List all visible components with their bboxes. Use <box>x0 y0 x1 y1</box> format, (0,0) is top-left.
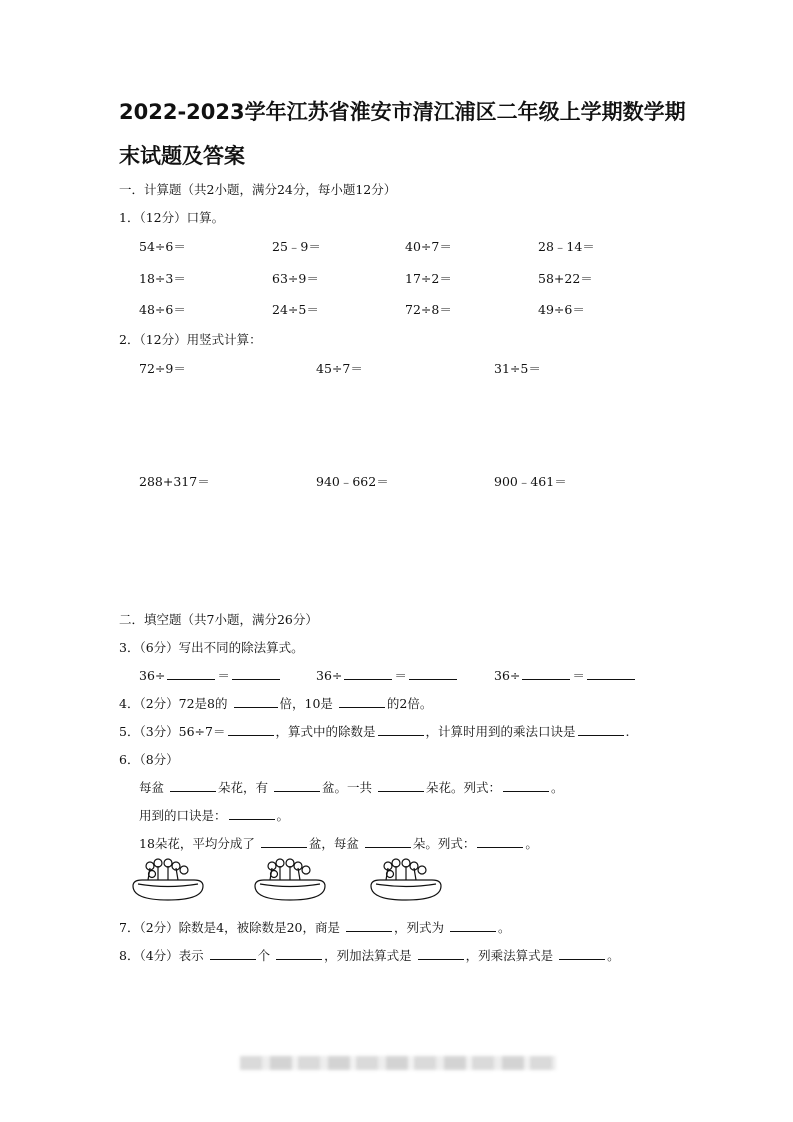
q6-label: 6．（8分） <box>119 752 179 767</box>
answer-blank[interactable] <box>450 919 496 932</box>
flower-pot-icon <box>128 856 208 904</box>
answer-blank[interactable] <box>234 695 278 708</box>
q8-text: 个 <box>257 948 271 963</box>
q6-text: 用到的口诀是： <box>139 808 227 823</box>
answer-blank[interactable] <box>339 695 385 708</box>
q3-expression-1 <box>139 666 282 684</box>
answer-blank[interactable] <box>344 667 392 680</box>
q6-line2 <box>139 806 289 824</box>
q1-item: 24÷5＝ <box>272 302 319 317</box>
q3-eq: ＝ <box>572 668 585 683</box>
q3-eq: ＝ <box>217 668 230 683</box>
q2-item: 72÷9＝ <box>139 361 186 376</box>
q6-line1 <box>139 778 564 796</box>
q7-text: 。 <box>498 920 511 935</box>
q1-item: 18÷3＝ <box>139 271 186 286</box>
q5 <box>119 722 630 740</box>
q5-text: 5．（3分）56÷7＝ <box>119 724 226 739</box>
q1-item: 28﹣14＝ <box>538 239 595 254</box>
answer-blank[interactable] <box>378 723 424 736</box>
answer-blank[interactable] <box>378 779 424 792</box>
q3-prefix: 36÷ <box>139 668 166 683</box>
answer-blank[interactable] <box>170 779 216 792</box>
answer-blank[interactable] <box>346 919 392 932</box>
answer-blank[interactable] <box>587 667 635 680</box>
q4-text: 4．（2分）72是8的 <box>119 696 228 711</box>
answer-blank[interactable] <box>522 667 570 680</box>
q8-text: ，列乘法算式是 <box>465 948 554 963</box>
q5-text: . <box>625 724 630 739</box>
q8-text: ，列加法算式是 <box>324 948 412 963</box>
q2-label: 2．（12分）用竖式计算： <box>119 332 262 347</box>
answer-blank[interactable] <box>274 779 320 792</box>
q1-item: 17÷2＝ <box>405 271 452 286</box>
page-title-line1: 2022-2023学年江苏省淮安市清江浦区二年级上学期数学期 <box>119 100 686 124</box>
answer-blank[interactable] <box>232 667 280 680</box>
q3-prefix: 36÷ <box>494 668 521 683</box>
answer-blank[interactable] <box>167 667 215 680</box>
q7-text: ，列式为 <box>394 920 445 935</box>
answer-blank[interactable] <box>210 947 256 960</box>
q4-text: 的2倍。 <box>386 696 433 711</box>
q8-text: 。 <box>607 948 620 963</box>
section2-heading: 二．填空题（共7小题，满分26分） <box>119 612 318 627</box>
page-title-line2: 末试题及答案 <box>119 144 245 168</box>
answer-blank[interactable] <box>365 835 411 848</box>
q1-item: 49÷6＝ <box>538 302 585 317</box>
q2-item: 900﹣461＝ <box>494 474 567 489</box>
q6-text: 盆。一共 <box>322 780 373 795</box>
q3-expression-3 <box>494 666 637 684</box>
q7-text: 7．（2分）除数是4，被除数是20，商是 <box>119 920 341 935</box>
q2-item: 45÷7＝ <box>316 361 363 376</box>
q6-text: 。 <box>276 808 290 823</box>
q1-label: 1．（12分）口算。 <box>119 210 225 225</box>
q5-text: ，算式中的除数是 <box>275 724 376 739</box>
answer-blank[interactable] <box>276 947 322 960</box>
answer-blank[interactable] <box>578 723 624 736</box>
answer-blank[interactable] <box>229 807 275 820</box>
q6-line3 <box>139 834 538 852</box>
q6-text: 每盆 <box>139 780 165 795</box>
q1-item: 58+22＝ <box>538 271 593 286</box>
answer-blank[interactable] <box>559 947 605 960</box>
q1-item: 63÷9＝ <box>272 271 319 286</box>
q6-text: 。 <box>551 780 564 795</box>
q1-item: 54÷6＝ <box>139 239 186 254</box>
answer-blank[interactable] <box>228 723 274 736</box>
answer-blank[interactable] <box>409 667 457 680</box>
q1-item: 48÷6＝ <box>139 302 186 317</box>
q1-item: 72÷8＝ <box>405 302 452 317</box>
flower-pot-icon <box>366 856 446 904</box>
answer-blank[interactable] <box>418 947 464 960</box>
q2-item: 31÷5＝ <box>494 361 541 376</box>
q6-text: 朵花，有 <box>218 780 269 795</box>
q2-item: 940﹣662＝ <box>316 474 389 489</box>
q4-text: 倍，10是 <box>279 696 333 711</box>
blurred-footer-watermark <box>240 1056 556 1070</box>
q1-item: 25﹣9＝ <box>272 239 321 254</box>
q7 <box>119 918 511 936</box>
answer-blank[interactable] <box>261 835 307 848</box>
q8-text: 8．（4分）表示 <box>119 948 204 963</box>
q6-text: 朵。列式： <box>412 836 476 851</box>
q1-item: 40÷7＝ <box>405 239 452 254</box>
q6-text: 18朵花，平均分成了 <box>139 836 255 851</box>
q6-text: 朵花。列式： <box>426 780 502 795</box>
flower-pot-icon <box>250 856 330 904</box>
answer-blank[interactable] <box>477 835 523 848</box>
q8 <box>119 946 620 964</box>
q4 <box>119 694 432 712</box>
q3-eq: ＝ <box>394 668 407 683</box>
q3-prefix: 36÷ <box>316 668 343 683</box>
q2-item: 288+317＝ <box>139 474 210 489</box>
q6-text: 。 <box>525 836 538 851</box>
q3-expression-2 <box>316 666 459 684</box>
section1-heading: 一．计算题（共2小题，满分24分，每小题12分） <box>119 182 397 197</box>
q5-text: ，计算时用到的乘法口诀是 <box>425 724 576 739</box>
q3-label: 3．（6分）写出不同的除法算式。 <box>119 640 304 655</box>
answer-blank[interactable] <box>503 779 549 792</box>
q6-text: 盆，每盆 <box>308 836 359 851</box>
